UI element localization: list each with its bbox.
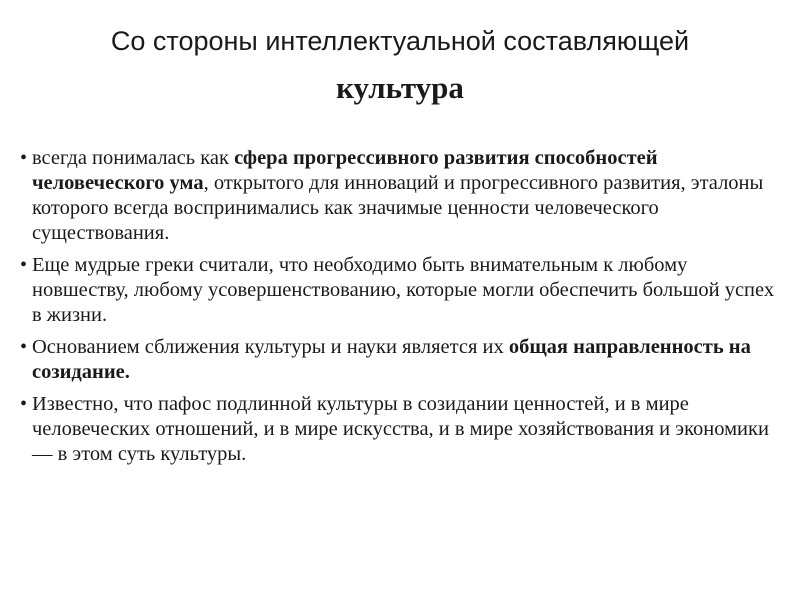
bullet-text [32, 254, 774, 326]
title-line-1: Со стороны интеллектуальной составляющей [110, 26, 690, 56]
bullet-item-3 [18, 335, 788, 385]
bullet-item-4 [18, 392, 788, 467]
bullet-text-plain: Основанием сближения культуры и науки является их [32, 336, 509, 358]
bullet-list [18, 146, 788, 474]
bullet-text [32, 336, 751, 383]
bullet-text-plain: Еще мудрые греки считали, что необходимо быть внимательным к любому новшеству, любому усовершенствованию, которые могли обеспечить большой успех в жизни. [32, 254, 775, 326]
bullet-text-plain: , открытого для инноваций и прогрессивного развития, эталоны которого всегда воспринимались как значимые ценности человеческого существования. [32, 172, 764, 244]
bullet-text-plain: всегда понималась как [32, 147, 235, 169]
title-line-2: культура [336, 70, 464, 105]
bullet-item-1 [18, 146, 788, 246]
bullet-marker: • [20, 254, 28, 276]
bullet-marker: • [20, 393, 28, 415]
bullet-text-bold: сфера прогрессивного развития способностей человеческого ума [32, 147, 658, 194]
bullet-item-2 [18, 253, 788, 328]
bullet-marker: • [20, 147, 28, 169]
bullet-text [32, 147, 763, 244]
bullet-text-plain: Известно, что пафос подлинной культуры в созидании ценностей, и в мире человеческих отношений, и в мире искусства, и в мире хозяйствования и экономики — в этом суть культуры. [32, 393, 769, 465]
bullet-text [32, 393, 769, 465]
bullet-text-bold: общая направленность на созидание. [32, 336, 751, 383]
slide-title [0, 24, 800, 108]
bullet-marker: • [20, 336, 28, 358]
